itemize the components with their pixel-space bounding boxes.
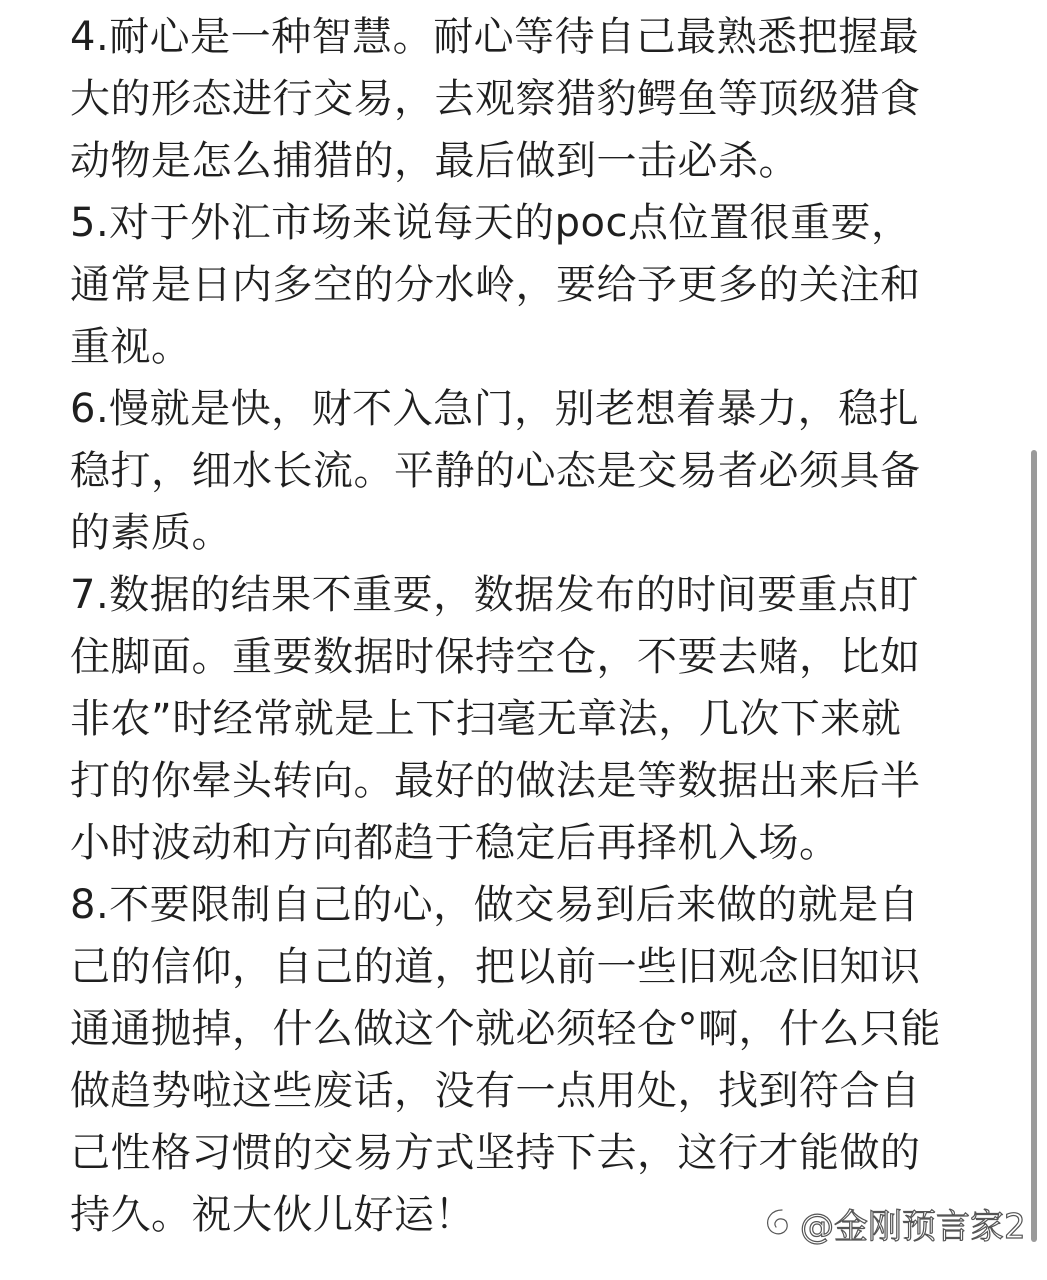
text-line: 动物是怎么捕猎的，最后做到一击必杀。 bbox=[70, 138, 799, 184]
text-line: 持久。祝大伙儿好运！ bbox=[70, 1192, 475, 1238]
text-line: 重视。 bbox=[70, 324, 192, 370]
scrollbar[interactable] bbox=[1031, 450, 1037, 1242]
text-line: 稳打，细水长流。平静的心态是交易者必须具备 bbox=[70, 448, 921, 494]
text-line: 非农”时经常就是上下扫毫无章法，几次下来就 bbox=[70, 696, 902, 742]
text-line: 通通抛掉，什么做这个就必须轻仓°啊，什么只能 bbox=[70, 1006, 941, 1052]
text-line: 做趋势啦这些废话，没有一点用处，找到符合自 bbox=[70, 1068, 921, 1114]
text-line: 打的你晕头转向。最好的做法是等数据出来后半 bbox=[70, 758, 921, 804]
text-line: 5.对于外汇市场来说每天的poc点位置很重要， bbox=[70, 200, 912, 246]
text-line: 小时波动和方向都趋于稳定后再择机入场。 bbox=[70, 820, 840, 866]
text-line: 己的信仰，自己的道，把以前一些旧观念旧知识 bbox=[70, 944, 921, 990]
text-line: 大的形态进行交易，去观察猎豹鳄鱼等顶级猎食 bbox=[70, 76, 921, 122]
text-line: 7.数据的结果不重要，数据发布的时间要重点盯 bbox=[70, 572, 920, 618]
text-line: 6.慢就是快，财不入急门，别老想着暴力，稳扎 bbox=[70, 386, 920, 432]
text-line: 己性格习惯的交易方式坚持下去，这行才能做的 bbox=[70, 1130, 921, 1176]
text-line: 通常是日内多空的分水岭，要给予更多的关注和 bbox=[70, 262, 921, 308]
watermark-text: @金刚预言家2 bbox=[800, 1206, 1026, 1247]
text-line: 住脚面。重要数据时保持空仓，不要去赌，比如 bbox=[70, 634, 921, 680]
document-body bbox=[70, 6, 990, 1246]
text-line: 4.耐心是一种智慧。耐心等待自己最熟悉把握最 bbox=[70, 14, 920, 60]
text-line: 8.不要限制自己的心，做交易到后来做的就是自 bbox=[70, 882, 920, 928]
toutiao-logo-icon bbox=[760, 1206, 794, 1240]
watermark bbox=[760, 1198, 1026, 1248]
text-line: 的素质。 bbox=[70, 510, 232, 556]
